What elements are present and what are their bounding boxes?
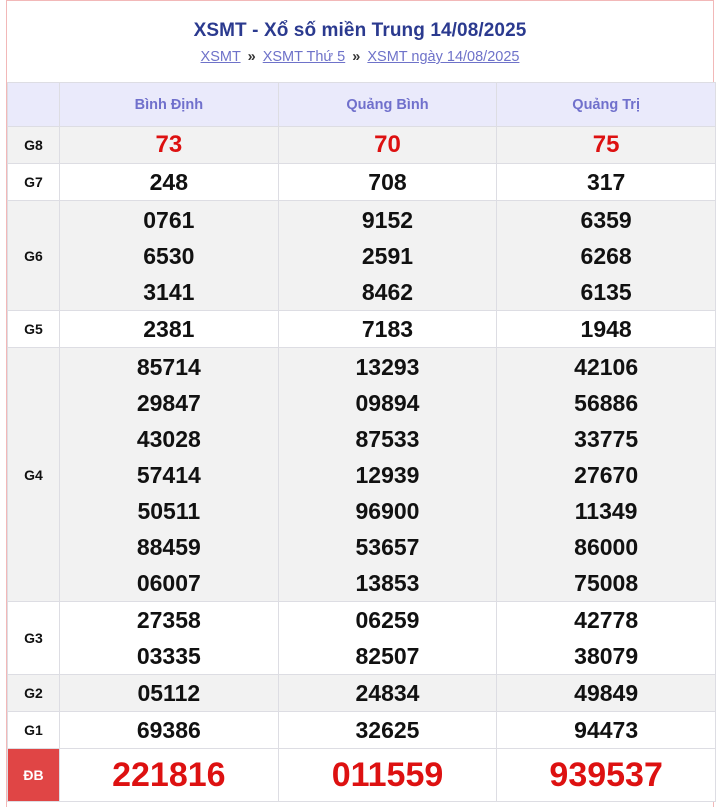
prize-cell xyxy=(278,749,497,802)
prize-number: 05112 xyxy=(137,680,201,706)
province-header: Bình Định xyxy=(60,83,279,127)
prize-number: 57414 xyxy=(136,461,201,488)
prize-cell xyxy=(497,127,716,164)
results-table xyxy=(7,82,716,802)
prize-number: 6268 xyxy=(580,242,632,269)
prize-number: 88459 xyxy=(136,533,201,560)
prize-cell xyxy=(497,602,716,675)
prize-row xyxy=(8,675,716,712)
prize-cell xyxy=(497,712,716,749)
province-header: Quảng Trị xyxy=(497,83,716,127)
prize-label: G1 xyxy=(8,712,60,749)
prize-label: G8 xyxy=(8,127,60,164)
prize-cell xyxy=(60,311,279,348)
results-header xyxy=(7,1,713,82)
breadcrumb-link-thu-5[interactable]: XSMT Thứ 5 xyxy=(262,49,346,65)
prize-row xyxy=(8,127,716,164)
prize-number: 6530 xyxy=(143,242,195,269)
prize-number: 939537 xyxy=(549,756,663,794)
prize-number: 03335 xyxy=(136,643,201,669)
prize-number: 27670 xyxy=(574,461,639,488)
prize-cell xyxy=(497,749,716,802)
prize-cell xyxy=(497,311,716,348)
prize-cell xyxy=(497,164,716,201)
prize-label: G2 xyxy=(8,675,60,712)
prize-number: 12939 xyxy=(355,461,420,488)
prize-number: 248 xyxy=(149,169,189,195)
prize-number: 70 xyxy=(374,131,401,158)
prize-number: 8462 xyxy=(361,278,414,305)
prize-cell xyxy=(278,311,497,348)
prize-number: 75008 xyxy=(574,569,639,596)
prize-number: 73 xyxy=(155,131,183,158)
prize-row xyxy=(8,749,716,802)
prize-number: 2591 xyxy=(361,242,414,269)
prize-number: 42106 xyxy=(574,353,639,380)
prize-number: 11349 xyxy=(574,497,638,524)
prize-number: 09894 xyxy=(355,389,420,416)
prize-number: 6359 xyxy=(580,206,632,233)
prize-number: 32625 xyxy=(355,717,420,743)
prize-number: 53657 xyxy=(355,533,420,560)
results-panel xyxy=(6,0,714,807)
page-title: XSMT - Xổ số miền Trung 14/08/2025 xyxy=(193,20,527,41)
prize-number: 86000 xyxy=(574,533,639,560)
prize-cell xyxy=(60,348,279,602)
prize-number: 6135 xyxy=(580,278,632,305)
prize-cell xyxy=(60,164,279,201)
prize-number: 69386 xyxy=(136,717,201,743)
prize-number: 87533 xyxy=(355,425,420,452)
prize-number: 1948 xyxy=(580,316,632,342)
prize-number: 43028 xyxy=(136,425,201,452)
prize-cell xyxy=(278,201,497,311)
prize-number: 56886 xyxy=(574,389,639,416)
breadcrumb xyxy=(7,49,713,65)
prize-number: 06259 xyxy=(355,607,420,633)
prize-number: 42778 xyxy=(574,607,639,633)
prize-number: 13853 xyxy=(355,569,420,596)
breadcrumb-link-date[interactable]: XSMT ngày 14/08/2025 xyxy=(367,49,520,65)
prize-number: 011559 xyxy=(331,756,444,794)
prize-number: 49849 xyxy=(574,680,639,706)
prize-number: 27358 xyxy=(136,607,201,633)
prize-number: 82507 xyxy=(355,643,420,669)
prize-number: 38079 xyxy=(574,643,639,669)
prize-label: G5 xyxy=(8,311,60,348)
prize-cell xyxy=(60,675,279,712)
prize-number: 3141 xyxy=(143,278,195,305)
prize-cell xyxy=(497,348,716,602)
prize-number: 221816 xyxy=(112,756,226,794)
prize-number: 7183 xyxy=(361,316,414,342)
prize-cell xyxy=(278,348,497,602)
prize-number: 24834 xyxy=(355,680,420,706)
prize-number: 0761 xyxy=(143,206,195,233)
prize-row xyxy=(8,164,716,201)
prize-label: ĐB xyxy=(8,749,60,802)
prize-number: 2381 xyxy=(143,316,195,342)
prize-label: G4 xyxy=(8,348,60,602)
prize-number: 96900 xyxy=(355,497,420,524)
prize-number: 317 xyxy=(586,169,626,195)
prize-label: G7 xyxy=(8,164,60,201)
province-header-row xyxy=(8,83,716,127)
prize-number: 33775 xyxy=(574,425,639,452)
prize-row xyxy=(8,602,716,675)
breadcrumb-link-xsmt[interactable]: XSMT xyxy=(200,49,241,65)
prize-number: 75 xyxy=(592,131,620,158)
prize-cell xyxy=(278,164,497,201)
breadcrumb-separator: » xyxy=(247,49,256,65)
prize-cell xyxy=(278,675,497,712)
prize-cell xyxy=(278,602,497,675)
prize-cell xyxy=(60,127,279,164)
prize-label: G3 xyxy=(8,602,60,675)
prize-number: 13293 xyxy=(355,353,420,380)
prize-number: 9152 xyxy=(361,206,414,233)
breadcrumb-separator: » xyxy=(352,49,361,65)
prize-row xyxy=(8,712,716,749)
prize-number: 85714 xyxy=(136,353,201,380)
prize-cell xyxy=(278,127,497,164)
prize-number: 708 xyxy=(368,169,407,195)
corner-cell xyxy=(8,83,60,127)
prize-cell xyxy=(60,712,279,749)
prize-row xyxy=(8,348,716,602)
prize-number: 06007 xyxy=(136,569,201,596)
prize-cell xyxy=(60,749,279,802)
prize-cell xyxy=(278,712,497,749)
prize-cell xyxy=(60,602,279,675)
prize-row xyxy=(8,311,716,348)
province-header: Quảng Bình xyxy=(278,83,497,127)
prize-number: 94473 xyxy=(574,717,639,743)
prize-cell xyxy=(60,201,279,311)
prize-number: 50511 xyxy=(137,497,201,524)
prize-label: G6 xyxy=(8,201,60,311)
prize-row xyxy=(8,201,716,311)
prize-cell xyxy=(497,675,716,712)
prize-number: 29847 xyxy=(136,389,201,416)
prize-cell xyxy=(497,201,716,311)
